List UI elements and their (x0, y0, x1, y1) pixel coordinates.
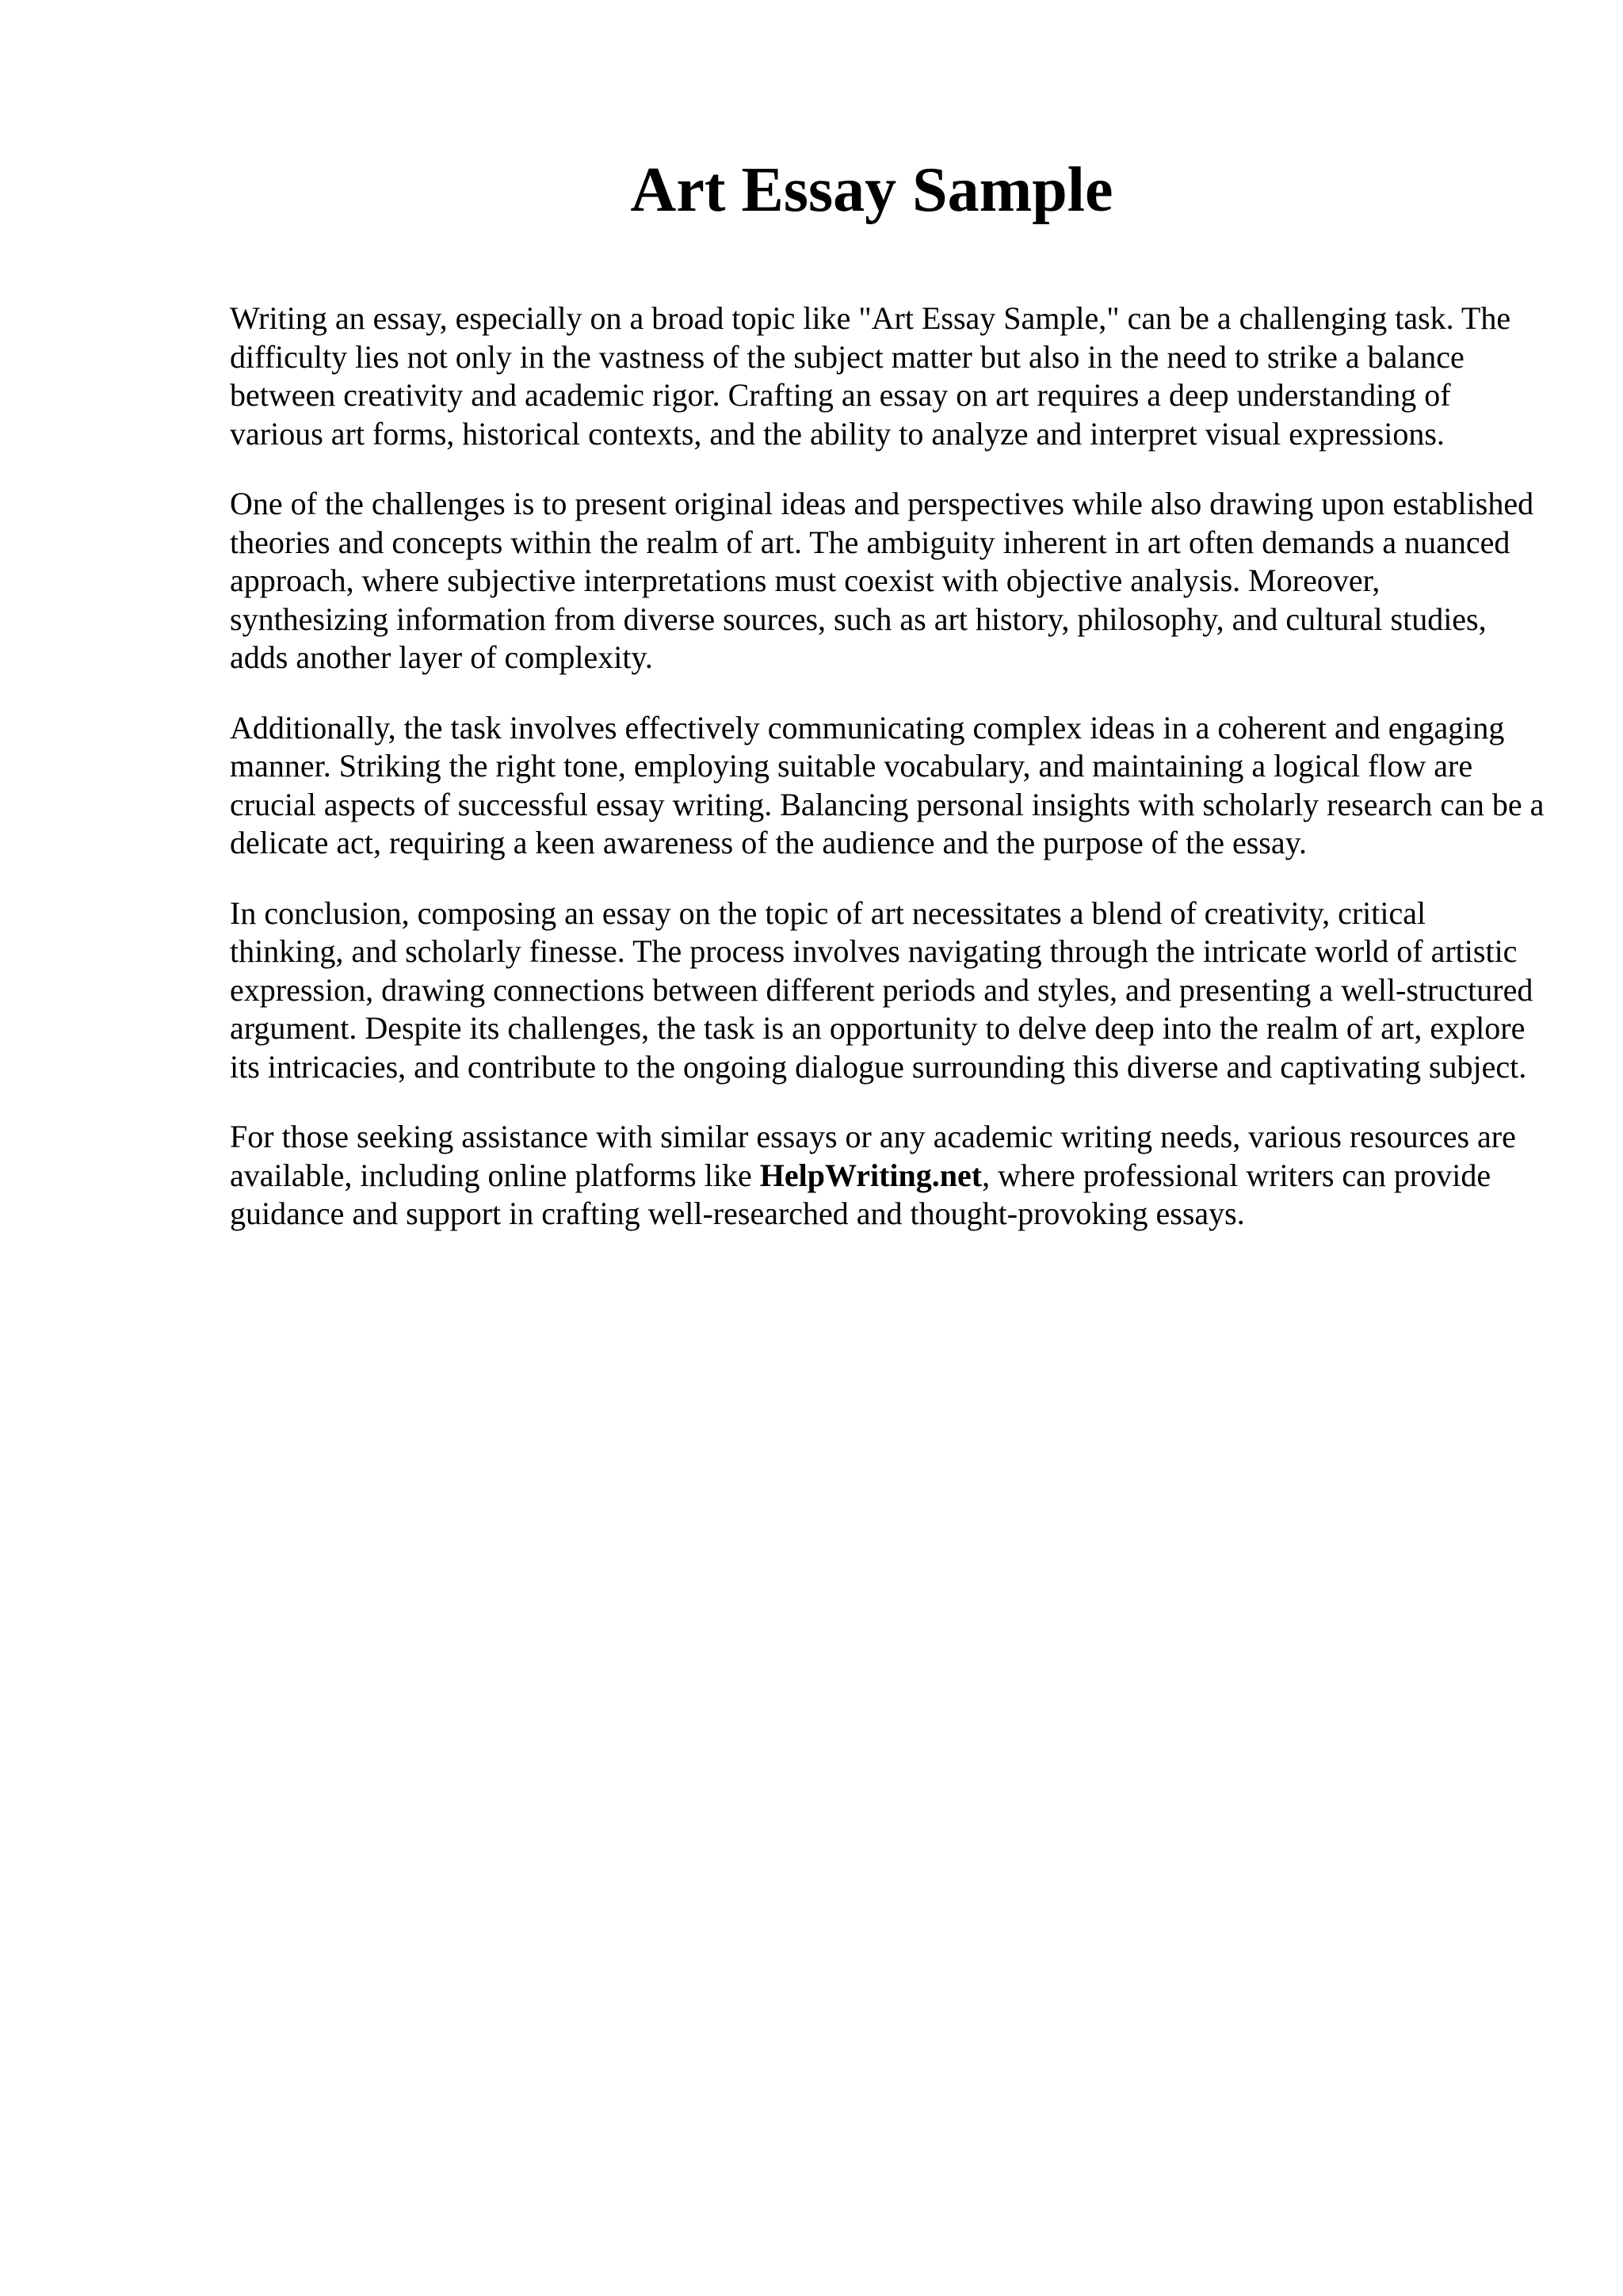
document-body (230, 299, 1545, 1265)
document-title: Art Essay Sample (630, 155, 1113, 225)
paragraph-conclusion: In conclusion, composing an essay on the topic of art necessitates a blend of creativity, critical thinking, and scholarly finesse. The process involves navigating through the intricate world of artistic expression, drawing connections between different periods and styles, and presenting a well-structured argument. Despite its challenges, the task is an opportunity to delve deep into the realm of art, explore its intricacies, and contribute to the ongoing dialogue surrounding this diverse and captivating subject. (230, 894, 1533, 1085)
resources-text-before: For those seeking assistance with similar essays or any academic writing needs, various resources are available, including online platforms like (230, 1119, 1516, 1193)
resources-text-after: , where professional writers can provide guidance and support in crafting well-researched and thought-provoking essays. (230, 1157, 1491, 1231)
helpwriting-link-text: HelpWriting.net (759, 1157, 983, 1193)
paragraph-communication: Additionally, the task involves effectively communicating complex ideas in a coherent and engaging manner. Striking the right tone, employing suitable vocabulary, and maintaining a logical flow are crucial aspects of successful essay writing. Balancing personal insights with scholarly research can be a delicate act, requiring a keen awareness of the audience and the purpose of the essay. (230, 709, 1545, 860)
paragraph-challenges: One of the challenges is to present original ideas and perspectives while also drawing upon established theories and concepts within the realm of art. The ambiguity inherent in art often demands a nuanced approach, where subjective interpretations must coexist with objective analysis. Moreover, synthesizing information from diverse sources, such as art history, philosophy, and cultural studies, adds another layer of complexity. (230, 486, 1534, 675)
paragraph-intro: Writing an essay, especially on a broad topic like "Art Essay Sample," can be a challenging task. The difficulty lies not only in the vastness of the subject matter but also in the need to strike a balance between creativity and academic rigor. Crafting an essay on art requires a deep understanding of various art forms, historical contexts, and the ability to analyze and interpret visual expressions. (230, 300, 1511, 452)
paragraph-resources (230, 1118, 1545, 1234)
